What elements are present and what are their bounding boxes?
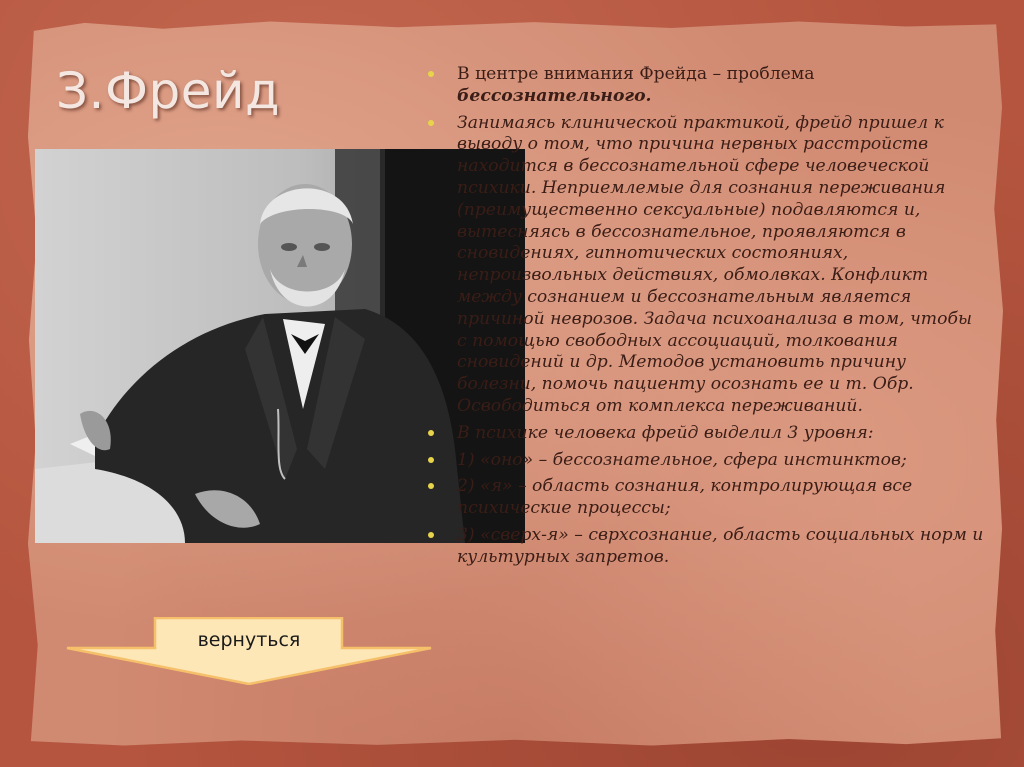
list-item: Занимаясь клинической практикой, фрейд пришел к выводу о том, что причина нервных расстройств находится в бессознательной сфере человеческой психики. Неприемлемые для сознания переживания (преимущественно сексуальные) подавляются и, вытесняясь в бессознательное, проявляются в сновидениях, гипнотических состояниях, непроизвольных действиях, обмолвках. Конфликт между сознанием и бессознательным является причиной неврозов. Задача психоанализа в том, чтобы с помощью свободных ассоциаций, толкования сновидений и др. Методов установить причину болезни, помочь пациенту осознать ее и т. Обр. Освободиться от комплекса переживаний. [424,113,984,418]
bullet-text: В центре внимания Фрейда – проблема [457,64,815,84]
content-text [424,64,984,574]
list-item: 3) «сверх-я» – сврхсознание, область социальных норм и культурных запретов. [424,525,984,569]
bullet-list [424,64,984,569]
back-button-label: вернуться [197,629,301,651]
list-item [424,64,984,108]
slide-title: З.Фрейд [56,62,281,120]
list-item: 2) «я» – область сознания, контролирующая все психические процессы; [424,476,984,520]
down-arrow-icon [66,617,432,685]
back-button[interactable] [66,617,432,685]
bullet-emphasis: бессознательного. [457,85,652,106]
list-item: В психике человека фрейд выделил 3 уровня: [424,423,984,445]
list-item: 1) «оно» – бессознательное, сфера инстинктов; [424,450,984,472]
